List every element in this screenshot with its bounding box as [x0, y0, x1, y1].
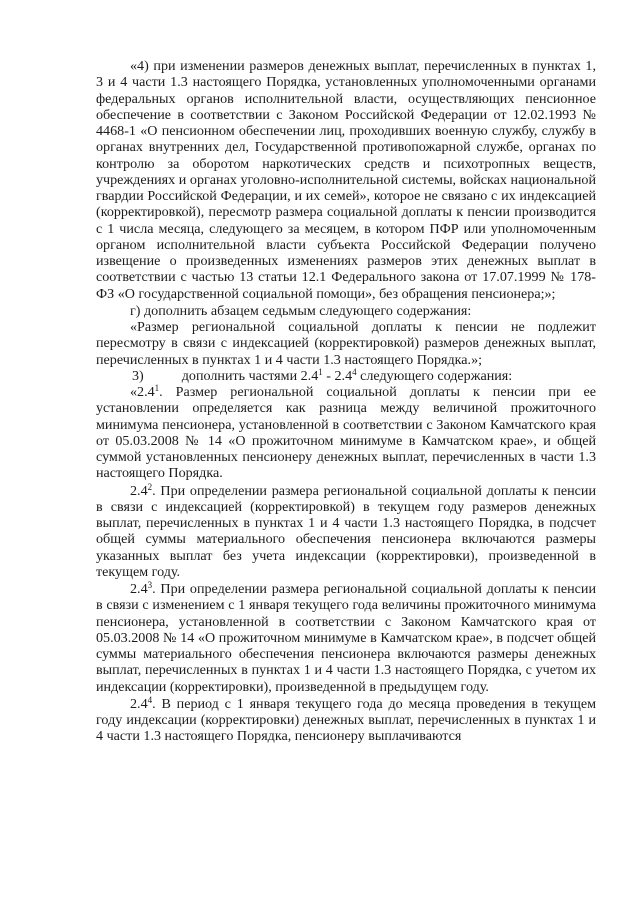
- paragraph-part-2-4-1: [96, 384, 596, 482]
- document-page: [96, 58, 596, 745]
- paragraph-quote-regional: «Размер региональной социальной доплаты к пенсии не подлежит пересмотру в связи с индексацией (корректировкой) размеров денежных выплат, перечисленных в пунктах 1 и 4 части 1.3 настоящего Порядка.»;: [96, 319, 596, 368]
- item-number: 3): [132, 367, 144, 384]
- paragraph-part-2-4-2: [96, 483, 596, 581]
- paragraph-part-2-4-3: [96, 581, 596, 695]
- part-superscript: 3: [147, 580, 153, 590]
- item-3-text-mid: - 2.4: [322, 367, 353, 384]
- part-number: 2.4: [130, 695, 148, 712]
- superscript-1: 1: [318, 366, 323, 377]
- paragraph-sub-g: г) дополнить абзацем седьмым следующего содержания:: [130, 302, 472, 319]
- part-number: 2.4: [130, 581, 148, 597]
- part-superscript: 2: [147, 481, 153, 492]
- item-3-text-post: следующего содержания:: [356, 367, 513, 384]
- part-text: . При определении размера региональной социальной доплаты к пенсии в связи с индексацией (корректировкой) в текущем году размеров денежных выплат, перечисленных в пунктах 1 и 4 части 1.3 настоящего Порядка, в подсчет общей суммы материального обеспечения пенсионера включаются размеры указанных выплат без учета индексации (корректировки), произведенной в текущем году.: [96, 482, 596, 580]
- paragraph-part-2-4-4: [96, 696, 596, 745]
- part-text: . Размер региональной социальной доплаты к пенсии при ее установлении определяется как разница между величиной прожиточного минимума пенсионера, установленной в соответствии с Законом Камчатского края от 05.03.2008 № 14 «О прожиточном минимуме в Камчатском крае», и общей суммой установленных пенсионеру денежных выплат, перечисленных в части 1.3 настоящего Порядка.: [96, 384, 596, 482]
- paragraph-item-3: [96, 368, 596, 384]
- part-number: 2.4: [130, 482, 148, 499]
- part-superscript: 4: [147, 694, 153, 705]
- paragraph-item-4: «4) при изменении размеров денежных выплат, перечисленных в пунктах 1, 3 и 4 части 1.3 настоящего Порядка, установленных уполномоченными органами федеральных органов исполнительной власти, осуществляющих пенсионное обеспечение в соответствии с Законом Российской Федерации от 12.02.1993 № 4468-1 «О пенсионном обеспечении лиц, проходивших военную службу, службу в органах внутренних дел, Государственной противопожарной службе, органах по контролю за оборотом наркотических средств и психотропных веществ, учреждениях и органах уголовно-исполнительной системы, войсках национальной гвардии Российской Федерации, и их семей», которое не связано с их индексацией (корректировкой), пересмотр размера социальной доплаты к пенсии производится с 1 числа месяца, следующего за месяцем, в котором ПФР или уполномоченным органом исполнительной власти субъекта Российской Федерации получено извещение о произведенных изменениях размеров этих денежных выплат в соответствии с частью 13 статьи 12.1 Федерального закона от 17.07.1999 № 178-ФЗ «О государственной социальной помощи», без обращения пенсионера;»;: [96, 58, 596, 302]
- part-number: «2.4: [130, 384, 155, 400]
- part-superscript: 1: [154, 383, 160, 393]
- part-text: . При определении размера региональной социальной доплаты к пенсии в связи с изменением с 1 января текущего года величины прожиточного минимума пенсионера, установленной в соответствии с Законом Камчатского края от 05.03.2008 № 14 «О прожиточном минимуме в Камчатском крае», в подсчет общей суммы материального обеспечения пенсионера включаются размеры денежных выплат, перечисленных в пунктах 1 и 4 части 1.3 настоящего Порядка, с учетом их индексации (корректировки), произведенной в предыдущем году.: [96, 581, 596, 695]
- item-3-text-pre: дополнить частями 2.4: [181, 367, 319, 384]
- superscript-4: 4: [352, 366, 357, 377]
- part-text: . В период с 1 января текущего года до месяца проведения в текущем году индексации (корректировки) денежных выплат, перечисленных в пунктах 1 и 4 части 1.3 настоящего Порядка, пенсионеру выплачиваются: [96, 695, 596, 745]
